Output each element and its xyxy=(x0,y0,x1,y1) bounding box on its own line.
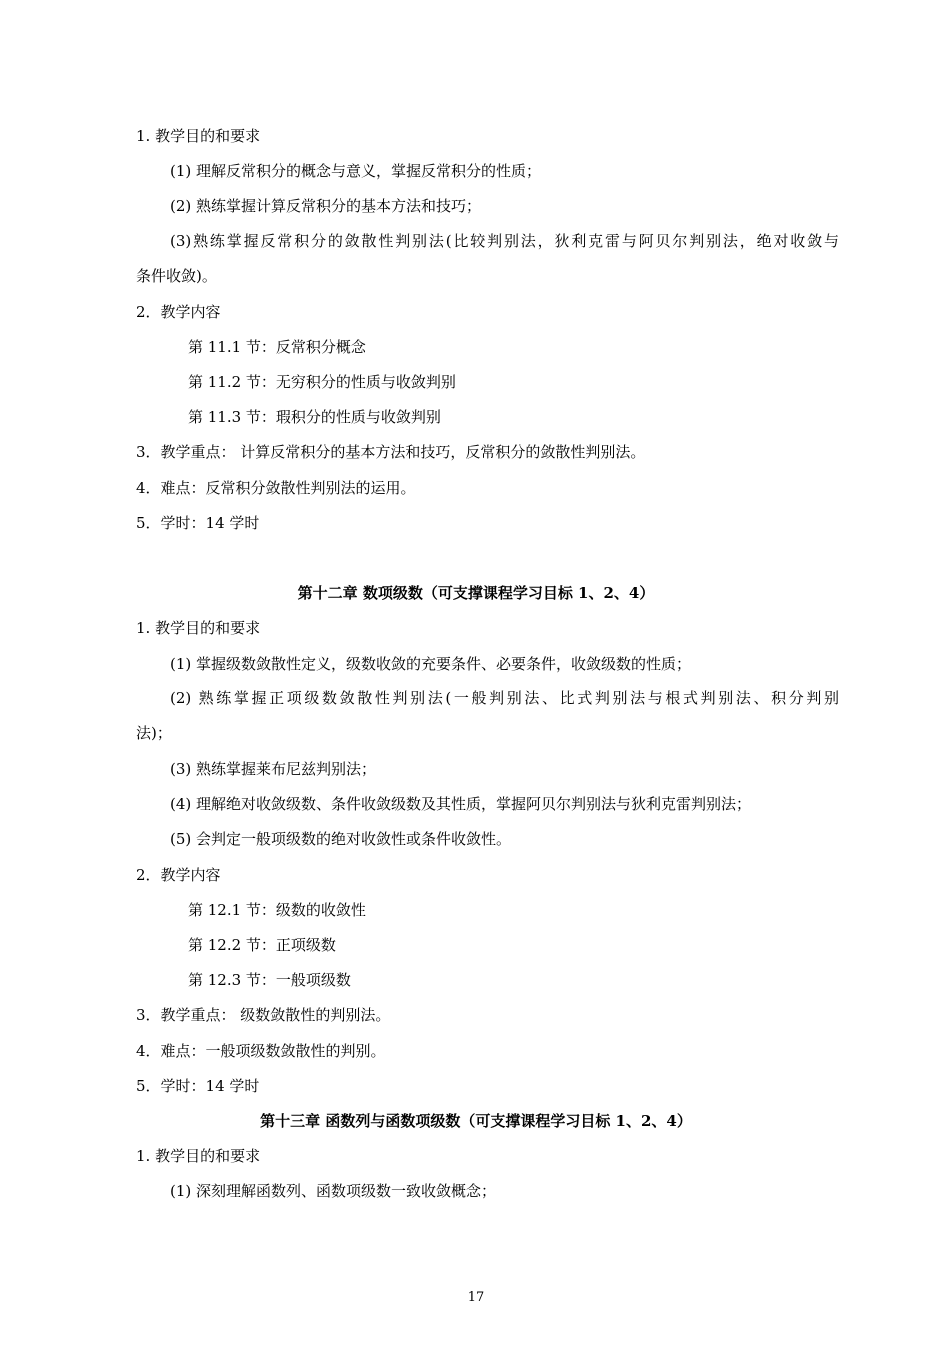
key-points: 3．教学重点： 计算反常积分的基本方法和技巧，反常积分的敛散性判别法。 xyxy=(136,443,646,461)
content-item: 第 11.2 节：无穷积分的性质与收敛判别 xyxy=(188,373,456,391)
objective-item: (1) 掌握级数敛散性定义，级数收敛的充要条件、必要条件，收敛级数的性质； xyxy=(170,655,692,673)
objective-item: (4) 理解绝对收敛级数、条件收敛级数及其性质，掌握阿贝尔判别法与狄利克雷判别法； xyxy=(170,795,752,813)
objective-item: (2) 熟练掌握计算反常积分的基本方法和技巧； xyxy=(170,197,482,215)
difficulties: 4．难点：一般项级数敛散性的判别。 xyxy=(136,1042,386,1060)
difficulties: 4．难点：反常积分敛散性判别法的运用。 xyxy=(136,479,416,497)
content-item: 第 11.3 节：瑕积分的性质与收敛判别 xyxy=(188,408,441,426)
objective-item: (3) 熟练掌握莱布尼兹判别法； xyxy=(170,760,377,778)
objective-line: (3)熟练掌握反常积分的敛散性判别法(比较判别法，狄利克雷与阿贝尔判别法，绝对收敛与 xyxy=(170,232,839,250)
objective-line: (2) 熟练掌握正项级数敛散性判别法(一般判别法、比式判别法与根式判别法、积分判别 xyxy=(170,689,839,707)
objectives-heading: 1. 教学目的和要求 xyxy=(136,1147,261,1165)
content-item: 第 11.1 节：反常积分概念 xyxy=(188,338,366,356)
objective-item: (1) 深刻理解函数列、函数项级数一致收敛概念； xyxy=(170,1182,497,1200)
content-item: 第 12.1 节：级数的收敛性 xyxy=(188,901,366,919)
hours: 5．学时：14 学时 xyxy=(136,1077,260,1095)
objective-item-multiline xyxy=(136,681,839,751)
chapter-title: 第十三章 函数列与函数项级数（可支撑课程学习目标 1、2、4） xyxy=(260,1112,692,1130)
page-number: 17 xyxy=(467,1290,485,1305)
hours: 5．学时：14 学时 xyxy=(136,514,260,532)
objectives-heading: 1. 教学目的和要求 xyxy=(136,619,261,637)
objective-item: (1) 理解反常积分的概念与意义，掌握反常积分的性质； xyxy=(170,162,542,180)
objectives-heading: 1. 教学目的和要求 xyxy=(136,127,261,145)
objective-item: (5) 会判定一般项级数的绝对收敛性或条件收敛性。 xyxy=(170,830,512,848)
content-heading: 2．教学内容 xyxy=(136,866,221,884)
objective-line: 法)； xyxy=(136,724,172,742)
objective-item-multiline xyxy=(136,224,839,294)
objective-line: 条件收敛)。 xyxy=(136,267,217,285)
content-heading: 2．教学内容 xyxy=(136,303,221,321)
content-item: 第 12.2 节：正项级数 xyxy=(188,936,336,954)
key-points: 3．教学重点： 级数敛散性的判别法。 xyxy=(136,1006,391,1024)
content-item: 第 12.3 节：一般项级数 xyxy=(188,971,351,989)
chapter-title: 第十二章 数项级数（可支撑课程学习目标 1、2、4） xyxy=(297,584,655,602)
